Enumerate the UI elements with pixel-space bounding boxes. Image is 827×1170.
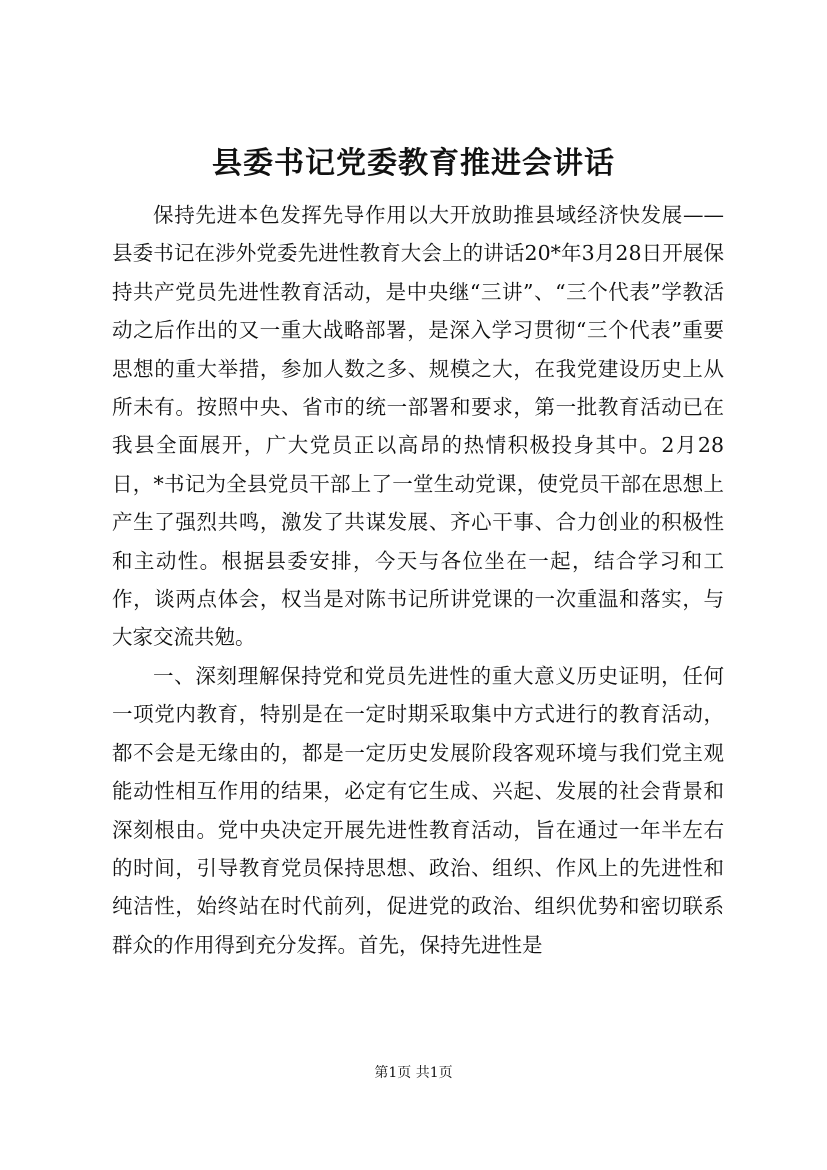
page-footer: 第1页 共1页 [374,1065,453,1081]
paragraph-intro: 保持先进本色发挥先导作用以大开放助推县域经济快发展——县委书记在涉外党委先进性教育大会上的讲话20*年3月28日开展保持共产党员先进性教育活动，是中央继“三讲”、“三个代表”学教活动之后作出的又一重大战略部署，是深入学习贯彻“三个代表”重要思想的重大举措，参加人数之多、规模之大，在我党建设历史上从所未有。按照中央、省市的统一部署和要求，第一批教育活动已在我县全面展开，广大党员正以高昂的热情积极投身其中。2月28日，*书记为全县党员干部上了一堂生动党课，使党员干部在思想上产生了强烈共鸣，激发了共谋发展、齐心干事、合力创业的积极性和主动性。根据县委安排，今天与各位坐在一起，结合学习和工作，谈两点体会，权当是对陈书记所讲党课的一次重温和落实，与大家交流共勉。 [112,203,724,650]
document-title: 县委书记党委教育推进会讲话 [212,146,615,181]
document-body [112,196,724,964]
paragraph-section-one: 一、深刻理解保持党和党员先进性的重大意义历史证明，任何一项党内教育，特别是在一定时期采取集中方式进行的教育活动，都不会是无缘由的，都是一定历史发展阶段客观环境与我们党主观能动性相互作用的结果，必定有它生成、兴起、发展的社会背景和深刻根由。党中央决定开展先进性教育活动，旨在通过一年半左右的时间，引导教育党员保持思想、政治、组织、作风上的先进性和纯洁性，始终站在时代前列，促进党的政治、组织优势和密切联系群众的作用得到充分发挥。首先，保持先进性是 [112,663,724,957]
